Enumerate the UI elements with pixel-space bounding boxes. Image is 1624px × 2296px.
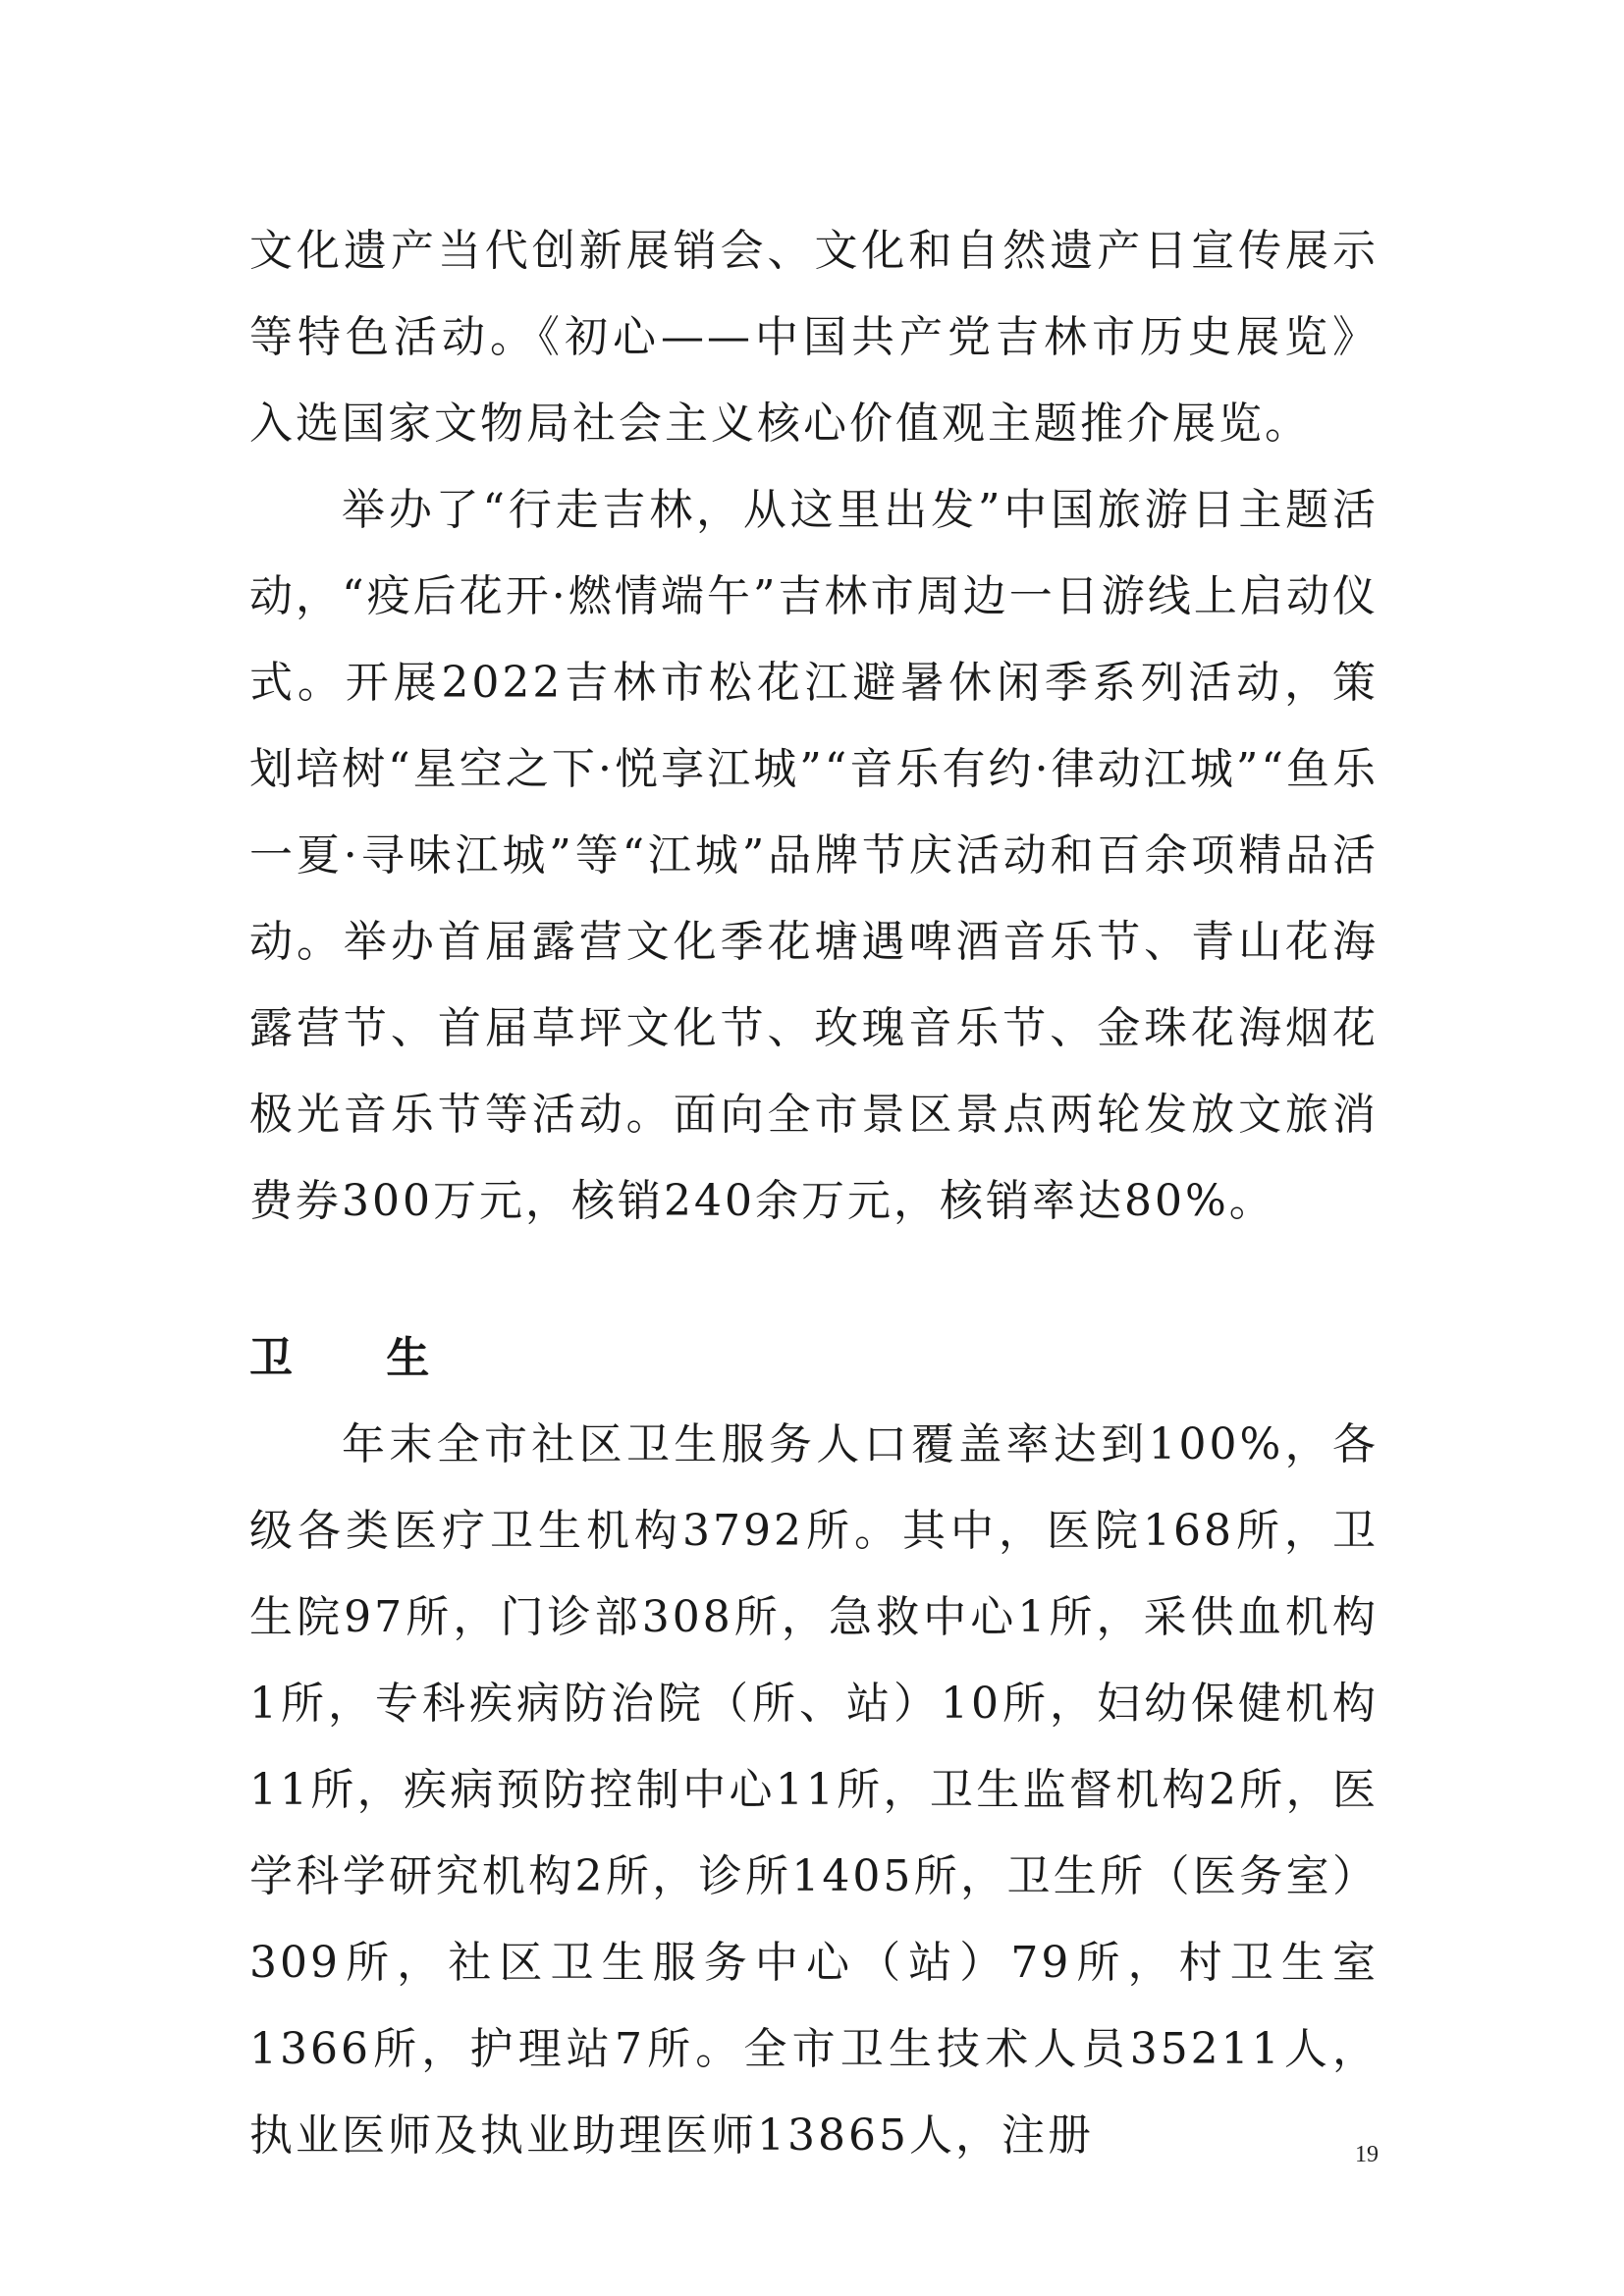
paragraph-culture-heritage: 文化遗产当代创新展销会、文化和自然遗产日宣传展示等特色活动。《初心——中国共产党吉林市历史展览》入选国家文物局社会主义核心价值观主题推介展览。	[249, 226, 1379, 449]
paragraph-health-institutions: 年末全市社区卫生服务人口覆盖率达到100%，各级各类医疗卫生机构3792所。其中，医院168所，卫生院97所，门诊部308所，急救中心1所，采供血机构1所，专科疾病防治院（所、站）10所，妇幼保健机构11所，疾病预防控制中心11所，卫生监督机构2所，医学科学研究机构2所，诊所1405所，卫生所（医务室）309所，社区卫生服务中心（站）79所，村卫生室1366所，护理站7所。全市卫生技术人员35211人，执业医师及执业助理医师13865人，注册	[249, 1419, 1379, 2161]
paragraph-tourism-activities: 举办了“行走吉林，从这里出发”中国旅游日主题活动，“疫后花开·燃情端午”吉林市周边一日游线上启动仪式。开展2022吉林市松花江避暑休闲季系列活动，策划培树“星空之下·悦享江城”“音乐有约·律动江城”“鱼乐一夏·寻味江城”等“江城”品牌节庆活动和百余项精品活动。举办首届露营文化季花塘遇啤酒音乐节、青山花海露营节、首届草坪文化节、玫瑰音乐节、金珠花海烟花极光音乐节等活动。面向全市景区景点两轮发放文旅消费券300万元，核销240余万元，核销率达80%。	[249, 485, 1379, 1226]
section-heading-health: 卫 生	[249, 1333, 469, 1383]
document-body	[249, 208, 1379, 2179]
page-number: 19	[1355, 2142, 1379, 2167]
